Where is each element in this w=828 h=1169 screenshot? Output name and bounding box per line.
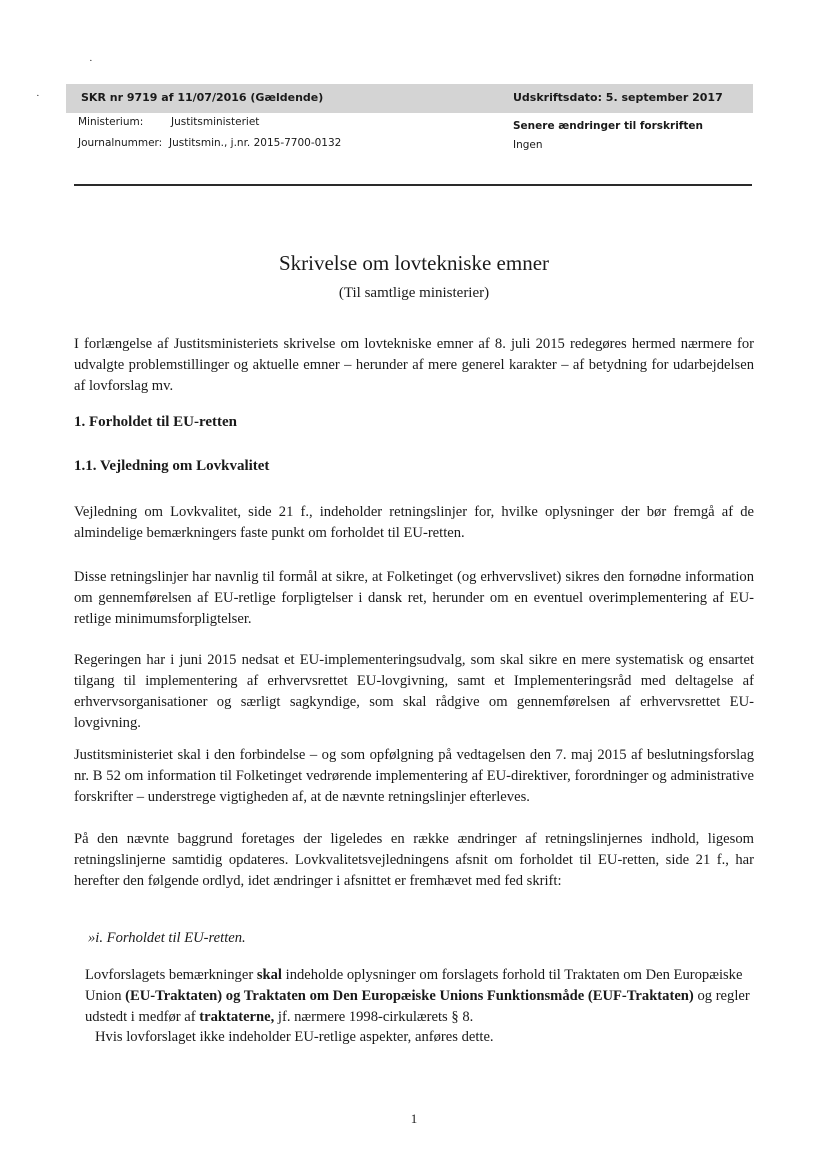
- quote-paragraph: Lovforslagets bemærkninger skal indeholde oplysninger om forslagets forhold til Traktaten om Den Europæiske Union (EU-Traktaten) og Traktaten om Den Europæiske Unions Funktionsmåde (EUF-Traktaten) og regler udstedt i medfør af traktaterne, jf. nærmere 1998-cirkulærets § 8.: [85, 967, 750, 1025]
- ministry-value: Justitsministeriet: [171, 116, 260, 128]
- paragraph: Justitsministeriet skal i den forbindelse – og som opfølgning på vedtagelsen den 7. maj 2015 af beslutningsforslag nr. B 52 om information til Folketinget vedrørende implementering af EU-direktiver, forordninger og administrative forskrifter – understrege vigtigheden af, at de nævnte retningslinjer efterleves.: [74, 747, 754, 805]
- ministry-label: Ministerium:: [78, 116, 144, 128]
- quote-title: »i. Forholdet til EU-retten.: [88, 930, 246, 946]
- paragraph: Regeringen har i juni 2015 nedsat et EU-implementeringsudvalg, som skal sikre en mere systematisk og ensartet tilgang til implementering af erhvervsrettet EU-lovgivning, samt et Implementeringsråd med deltagelse af erhvervsorganisationer og særligt sagkyndige, som skal rådgive om gennemførelsen af erhvervsrettet EU-lovgivning.: [74, 652, 754, 731]
- document-title: Skrivelse om lovtekniske emner: [278, 251, 550, 275]
- paragraph: Disse retningslinjer har navnlig til formål at sikre, at Folketinget (og erhvervslivet) sikres den fornødne information om gennemførelsen af EU-retlige forpligtelser i dansk ret, herunder om en eventuel overimplementering af EU-retlige minimumsforpligtelser.: [74, 569, 754, 627]
- paragraph: På den nævnte baggrund foretages der ligeledes en række ændringer af retningslinjernes indhold, ligesom retningslinjerne samtidig opdateres. Lovkvalitetsvejledningens afsnit om forholdet til EU-retten, side 21 f., har herefter den følgende ordlyd, idet ændringer i afsnittet er fremhævet med fed skrift:: [74, 831, 754, 889]
- intro-paragraph: I forlængelse af Justitsministeriets skrivelse om lovtekniske emner af 8. juli 2015 redegøres hermed nærmere for udvalgte problemstillinger og aktuelle emner – herunder af mere generel karakter – af betydning for udarbejdelsen af lovforslag mv.: [74, 336, 754, 394]
- later-changes-label: Senere ændringer til forskriften: [513, 120, 703, 132]
- journal-label: Journalnummer:: [78, 137, 163, 149]
- paragraph: Vejledning om Lovkvalitet, side 21 f., indeholder retningslinjer for, hvilke oplysninger der bør fremgå af de almindelige bemærkningers faste punkt om forholdet til EU-retten.: [74, 504, 754, 541]
- journal-value: Justitsmin., j.nr. 2015-7700-0132: [169, 137, 342, 149]
- header-divider: [74, 184, 752, 186]
- quote-paragraph: Hvis lovforslaget ikke indeholder EU-retlige aspekter, anføres dette.: [95, 1029, 494, 1045]
- skr-label: SKR nr 9719 af 11/07/2016 (Gældende): [81, 91, 324, 104]
- scan-mark: ·: [89, 55, 93, 67]
- later-changes-value: Ingen: [513, 139, 543, 151]
- scan-mark: ·: [36, 90, 40, 102]
- document-subtitle: (Til samtlige ministerier): [338, 285, 490, 301]
- subsection-heading: 1.1. Vejledning om Lovkvalitet: [74, 458, 270, 474]
- section-heading: 1. Forholdet til EU-retten: [74, 414, 238, 430]
- page-number: 1: [410, 1111, 418, 1126]
- print-date: Udskriftsdato: 5. september 2017: [513, 91, 723, 104]
